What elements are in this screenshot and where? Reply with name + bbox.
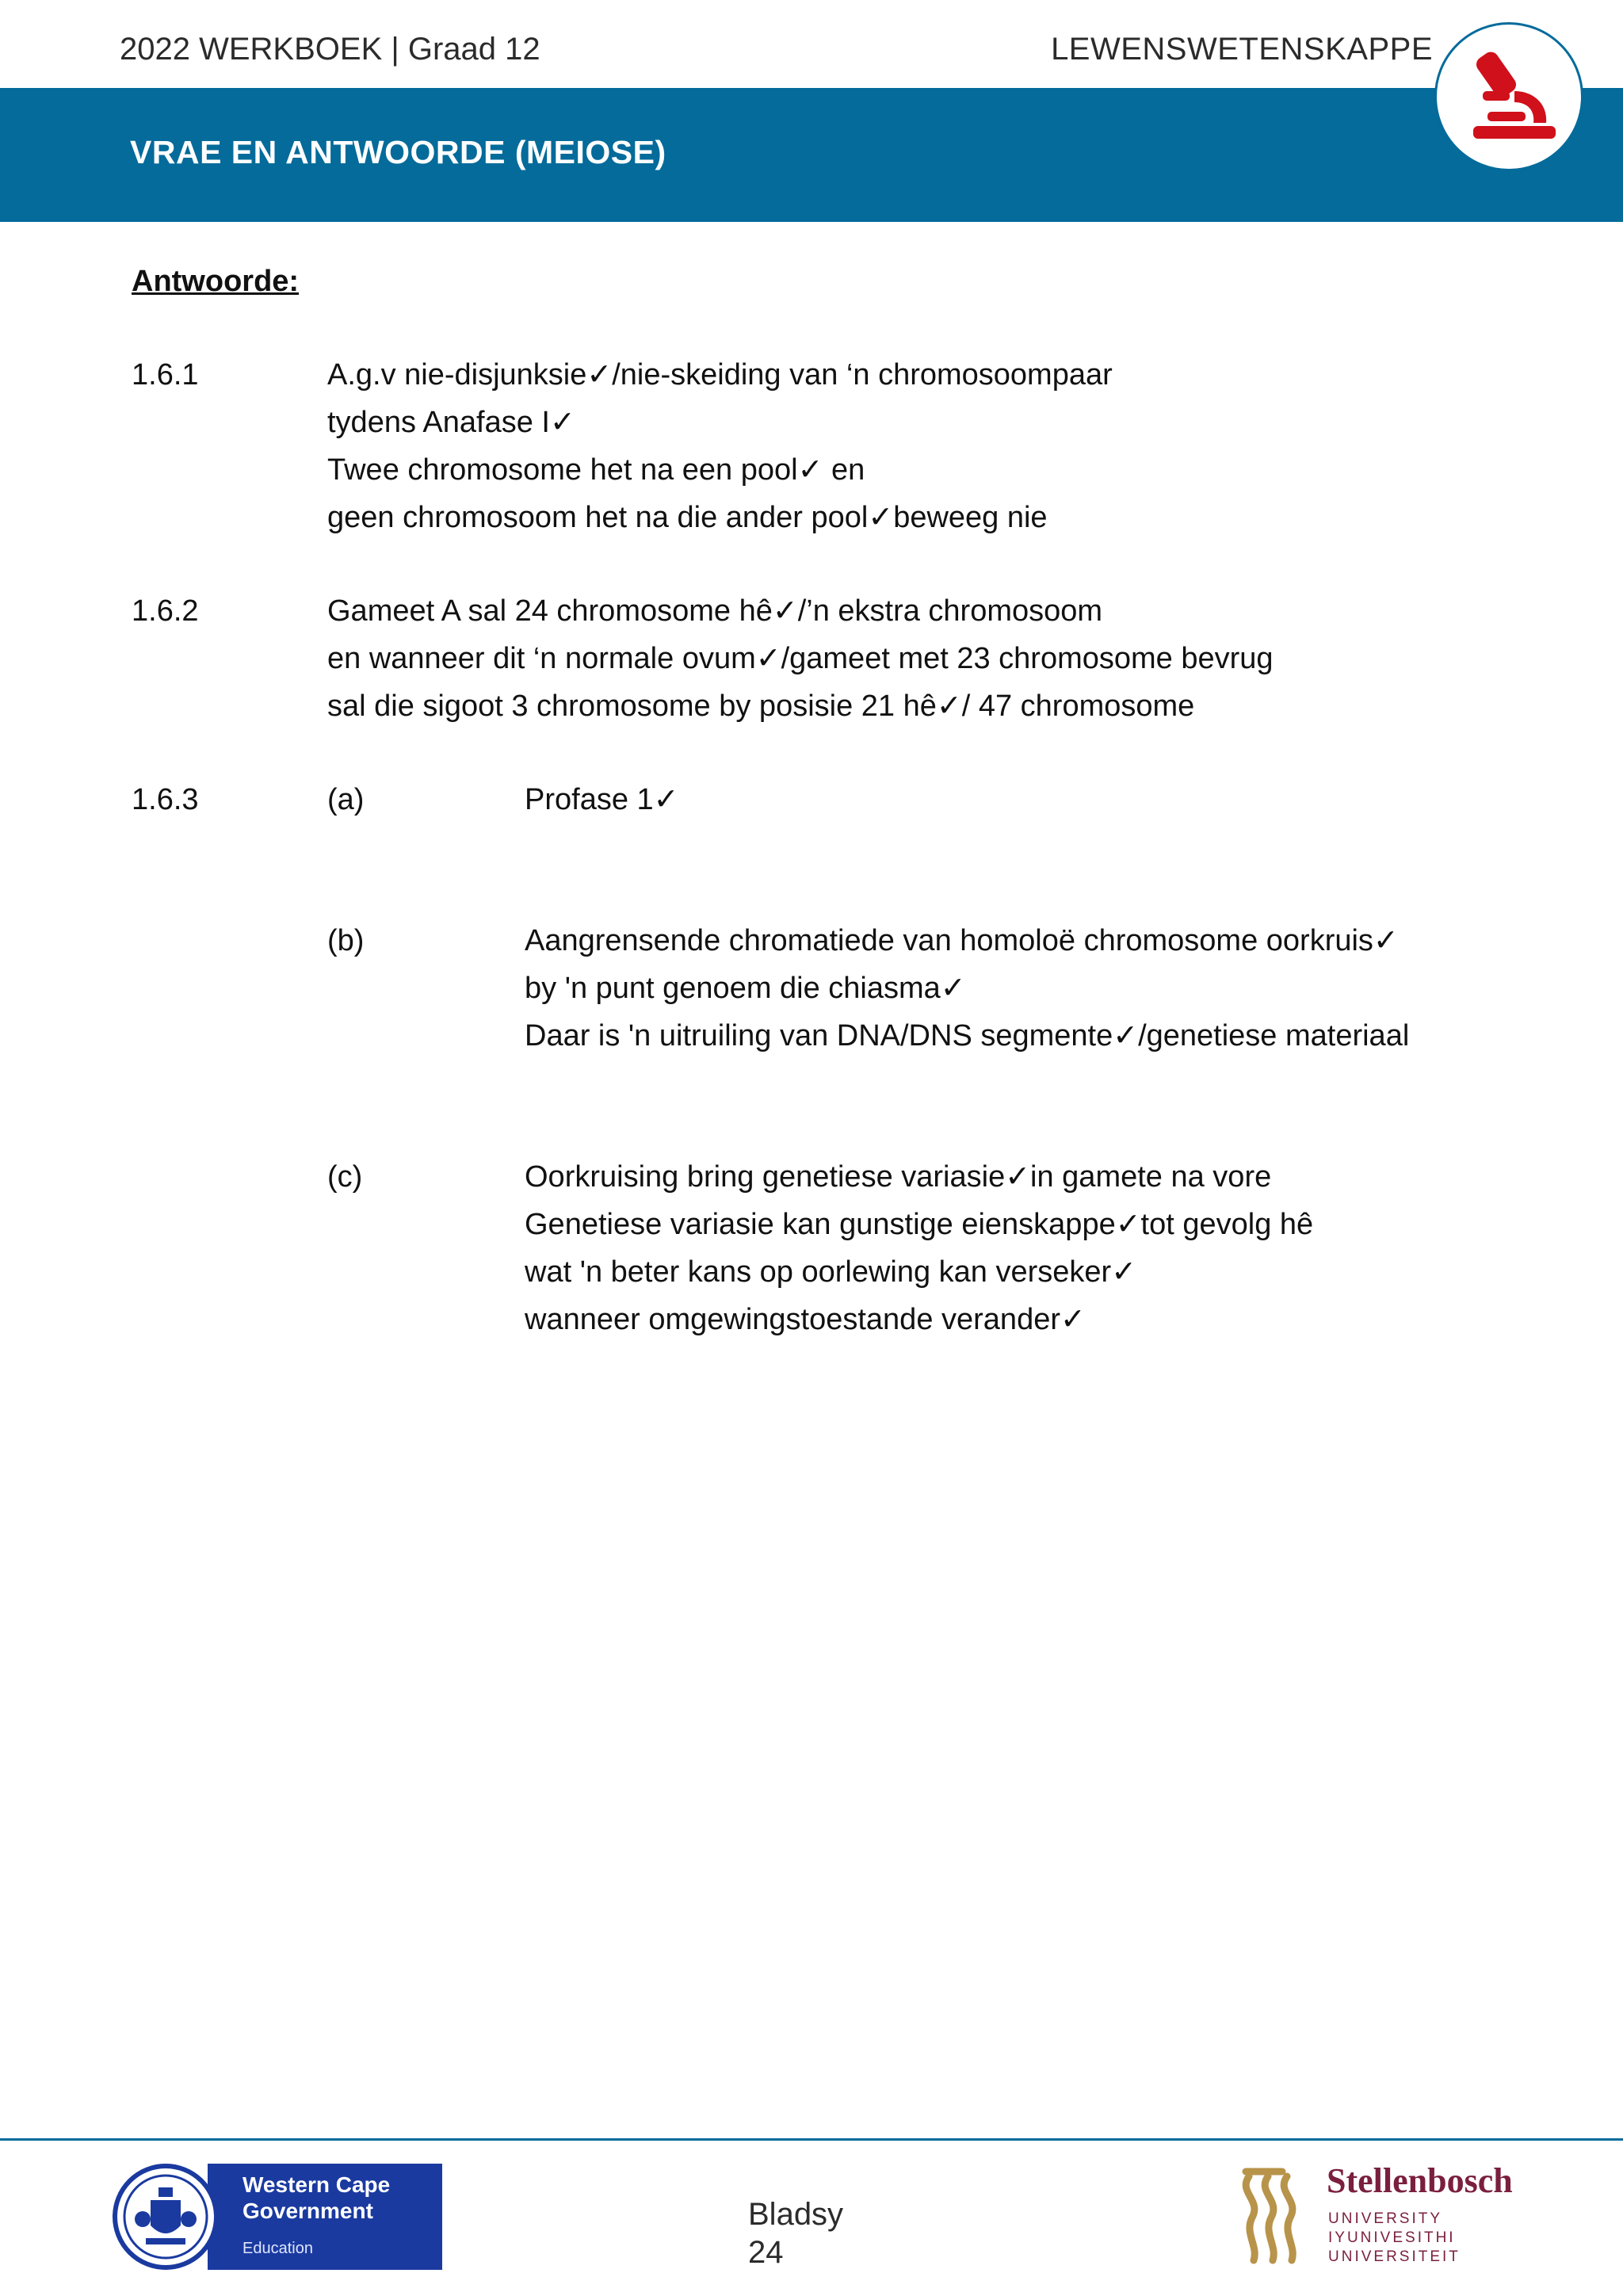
- header-workbook: 2022 WERKBOEK | Graad 12: [120, 32, 540, 67]
- answer-line: sal die sigoot 3 chromosome by posisie 21 hê✓/ 47 chromosome: [327, 690, 1195, 723]
- answer-number: 1.6.2: [132, 594, 199, 628]
- banner-title: VRAE EN ANTWOORDE (MEIOSE): [130, 134, 666, 170]
- answer-line: geen chromosoom het na die ander pool✓beweeg nie: [327, 501, 1048, 534]
- answer-number: 1.6.3: [132, 783, 199, 816]
- page-number: Bladsy 24: [748, 2197, 844, 2270]
- stellenbosch-emblem-icon: [1235, 2160, 1314, 2271]
- answer-line: Profase 1✓: [525, 783, 679, 816]
- su-sub-line: IYUNIVESITHI: [1328, 2229, 1456, 2246]
- answer-line: Twee chromosome het na een pool✓ en: [327, 453, 865, 487]
- header-subject: LEWENSWETENSKAPPE: [1051, 32, 1433, 67]
- answer-line: tydens Anafase I✓: [327, 406, 575, 439]
- su-sub-line: UNIVERSITEIT: [1328, 2248, 1461, 2265]
- western-cape-logo: [113, 2164, 442, 2270]
- part-label: (a): [327, 783, 365, 816]
- answer-line: Genetiese variasie kan gunstige eienskappe✓tot gevolg hê: [525, 1208, 1314, 1241]
- part-label: (c): [327, 1160, 363, 1194]
- answer-line: A.g.v nie-disjunksie✓/nie-skeiding van ‘n chromosoompaar: [327, 358, 1113, 392]
- answers-heading: Antwoorde:: [132, 265, 300, 298]
- answer-line: Daar is 'n uitruiling van DNA/DNS segmente✓/genetiese materiaal: [525, 1019, 1410, 1052]
- answer-line: Oorkruising bring genetiese variasie✓in gamete na vore: [525, 1160, 1272, 1194]
- answer-line: wat 'n beter kans op oorlewing kan verseker✓: [525, 1255, 1137, 1289]
- answer-line: wanneer omgewingstoestande verander✓: [525, 1303, 1086, 1336]
- part-label: (b): [327, 924, 365, 957]
- answer-number: 1.6.1: [132, 358, 199, 392]
- answer-line: by 'n punt genoem die chiasma✓: [525, 972, 966, 1005]
- subject-logo: [1434, 22, 1583, 171]
- answer-line: Gameet A sal 24 chromosome hê✓/’n ekstra chromosoom: [327, 594, 1103, 628]
- footer-rule: [0, 2138, 1623, 2141]
- answer-line: Aangrensende chromatiede van homoloë chromosome oorkruis✓: [525, 924, 1399, 957]
- stellenbosch-name: Stellenbosch: [1327, 2161, 1513, 2200]
- answer-line: en wanneer dit ‘n normale ovum✓/gameet met 23 chromosome bevrug: [327, 642, 1274, 675]
- su-sub-line: UNIVERSITY: [1328, 2210, 1443, 2227]
- title-banner: [0, 88, 1623, 222]
- microscope-icon: [1459, 45, 1562, 148]
- wc-government-name: Western Cape Government: [242, 2172, 391, 2223]
- wc-department: Education: [242, 2240, 313, 2257]
- stellenbosch-subtitle: [1328, 2210, 1461, 2267]
- coat-of-arms-icon: [113, 2164, 219, 2270]
- stellenbosch-logo: [1235, 2160, 1536, 2271]
